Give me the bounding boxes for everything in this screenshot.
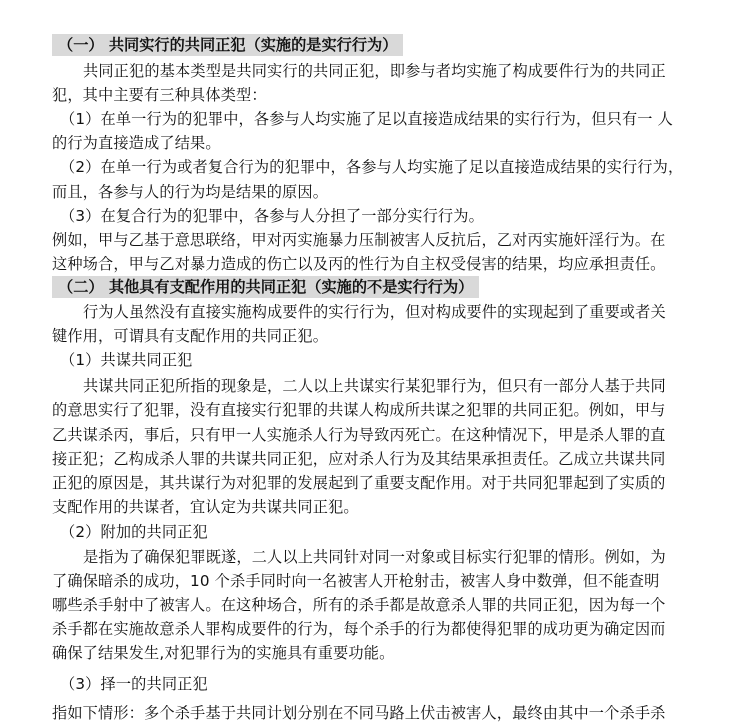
paragraph-line: 的意思实行了犯罪，没有直接实行犯罪的共谋人构成所共谋之犯罪的共同正犯。例如，甲与 (52, 401, 666, 419)
paragraph-line: 这种场合，甲与乙对暴力造成的伤亡以及丙的性行为自主权受侵害的结果，均应承担责任。 (52, 255, 666, 273)
paragraph-line: 指如下情形：多个杀手基于共同计划分别在不同马路上伏击被害人，最终由其中一个杀手杀 (52, 704, 666, 722)
paragraph-line: 是指为了确保犯罪既遂，二人以上共同针对同一对象或目标实行犯罪的情形。例如，为 (83, 548, 666, 566)
subsection-label: （2）附加的共同正犯 (60, 523, 208, 541)
paragraph-line: 而且，各参与人的行为均是结果的原因。 (52, 183, 329, 201)
paragraph-line: （2）在单一行为或者复合行为的犯罪中，各参与人均实施了足以直接造成结果的实行行为， (60, 158, 684, 176)
paragraph-line: 支配作用的共谋者，宜认定为共谋共同正犯。 (52, 498, 359, 516)
paragraph-line: 例如，甲与乙基于意思联络，甲对丙实施暴力压制被害人反抗后，乙对丙实施奸淫行为。在 (52, 231, 666, 249)
paragraph-line: 接正犯；乙构成杀人罪的共谋共同正犯，应对杀人行为及其结果承担责任。乙成立共谋共同 (52, 450, 666, 468)
paragraph-line: （1）在单一行为的犯罪中，各参与人均实施了足以直接造成结果的实行行为，但只有一 人 (60, 110, 673, 128)
paragraph-line: 了确保暗杀的成功，10 个杀手同时向一名被害人开枪射击，被害人身中数弹，但不能查明 (52, 572, 660, 590)
paragraph-line: 哪些杀手射中了被害人。在这种场合，所有的杀手都是故意杀人罪的共同正犯，因为每一个 (52, 596, 666, 614)
paragraph-line: 正犯的原因是，其共谋行为对犯罪的发展起到了重要支配作用。对于共同犯罪起到了实质的 (52, 474, 666, 492)
section-heading-2: （二） 其他具有支配作用的共同正犯（实施的不是实行行为） (52, 276, 479, 298)
paragraph-line: 行为人虽然没有直接实施构成要件的实行行为，但对构成要件的实现起到了重要或者关 (83, 303, 666, 321)
paragraph-line: 共谋共同正犯所指的现象是，二人以上共谋实行某犯罪行为，但只有一部分人基于共同 (83, 377, 666, 395)
paragraph-line: 乙共谋杀丙，事后，只有甲一人实施杀人行为导致丙死亡。在这种情况下，甲是杀人罪的直 (52, 426, 666, 444)
paragraph-line: 共同正犯的基本类型是共同实行的共同正犯，即参与者均实施了构成要件行为的共同正 (83, 62, 666, 80)
paragraph-line: 键作用，可谓具有支配作用的共同正犯。 (52, 327, 329, 345)
paragraph-line: 犯，其中主要有三种具体类型： (52, 86, 267, 104)
paragraph-line: 确保了结果发生,对犯罪行为的实施具有重要功能。 (52, 644, 395, 662)
subsection-label: （3）择一的共同正犯 (60, 675, 208, 693)
section-heading-1: （一） 共同实行的共同正犯（实施的是实行行为） (52, 34, 403, 56)
paragraph-line: 的行为直接造成了结果。 (52, 134, 221, 152)
subsection-label: （1）共谋共同正犯 (60, 351, 193, 369)
paragraph-line: 杀手都在实施故意杀人罪构成要件的行为，每个杀手的行为都使得犯罪的成功更为确定因而 (52, 620, 666, 638)
paragraph-line: （3）在复合行为的犯罪中，各参与人分担了一部分实行行为。 (60, 207, 484, 225)
